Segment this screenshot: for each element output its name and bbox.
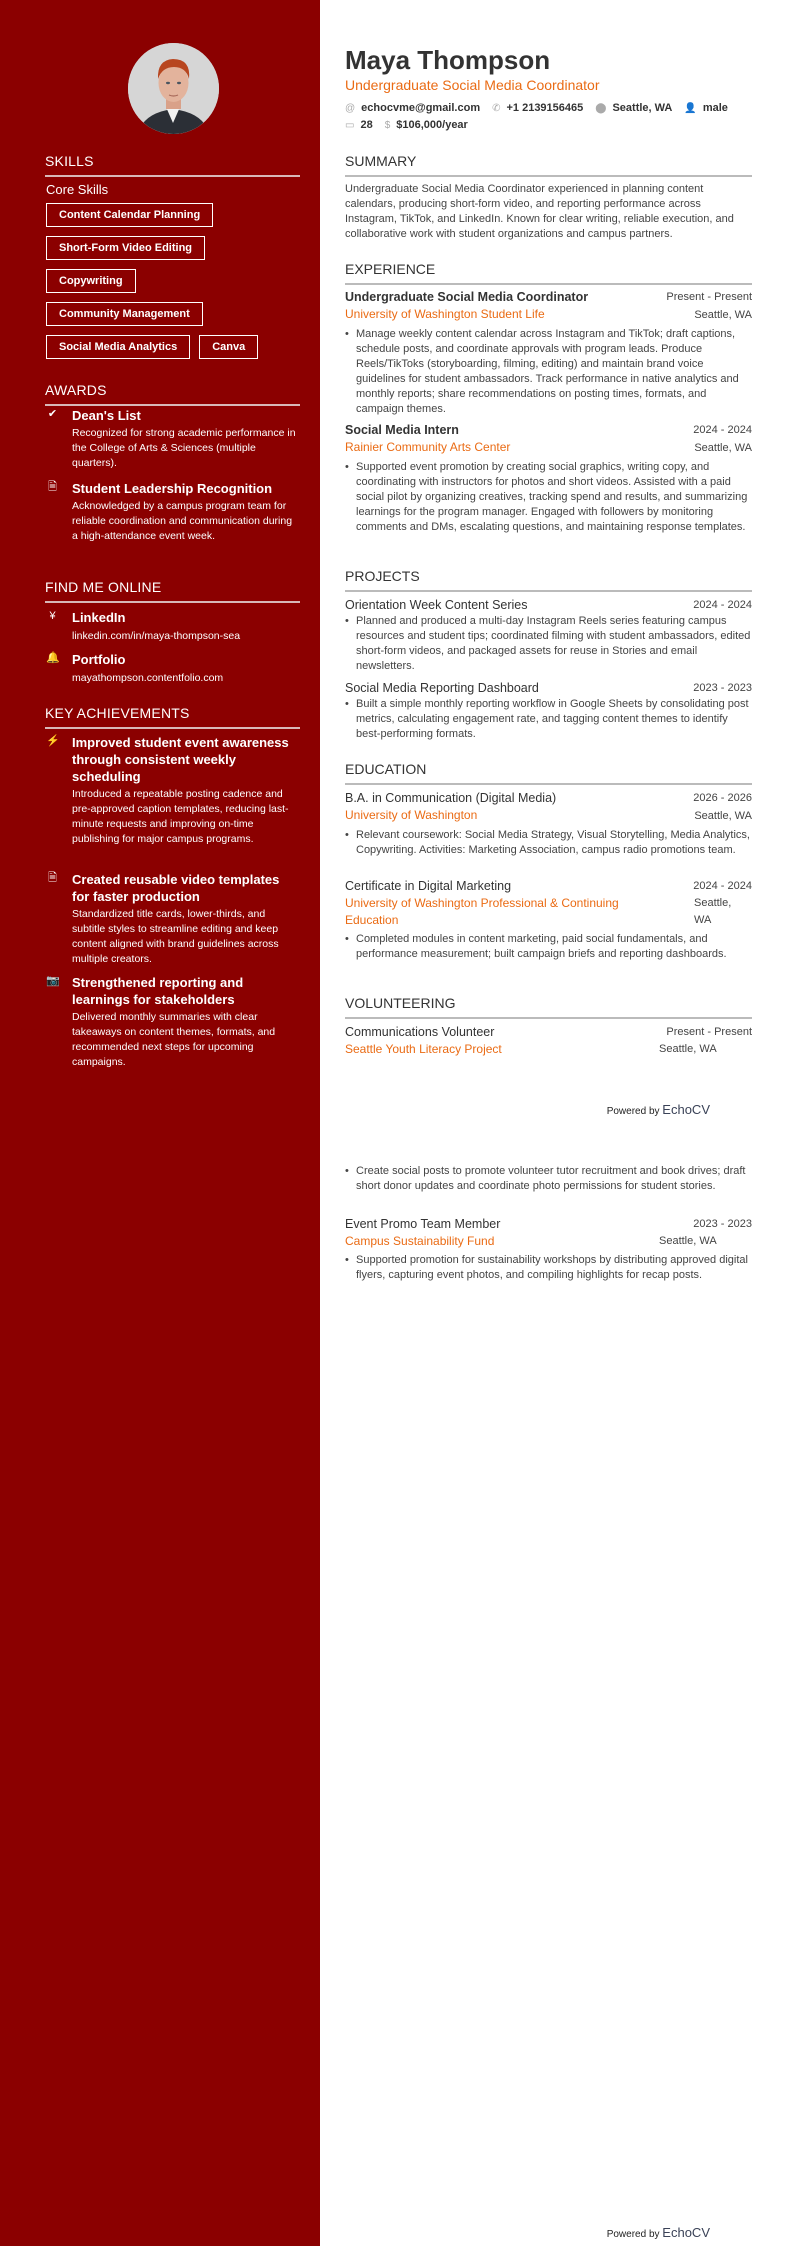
profile-photo bbox=[128, 43, 219, 134]
degree-title: B.A. in Communication (Digital Media) bbox=[345, 791, 557, 805]
award-desc: Acknowledged by a campus program team for reliable coordination and communication during a high-attendance event week. bbox=[72, 500, 293, 542]
money-icon: $ bbox=[384, 119, 391, 131]
link-label: Portfolio bbox=[72, 652, 126, 667]
degree-dates: 2024 - 2024 bbox=[693, 880, 752, 892]
project-bullet: • Planned and produced a multi-day Instagram Reels series featuring campus resources and student tips; coordinated filming with student ambassadors, edited short-form videos, and packaged assets for reuse in Stories and email newsletters. bbox=[345, 614, 752, 674]
job-org: Rainier Community Arts Center bbox=[345, 440, 511, 454]
school: University of Washington bbox=[345, 808, 478, 822]
education-item bbox=[345, 789, 752, 858]
summary-heading: SUMMARY bbox=[345, 153, 752, 177]
link-item[interactable] bbox=[45, 609, 300, 644]
powered-by-footer bbox=[607, 2225, 710, 2240]
achievement-desc: Introduced a repeatable posting cadence and pre-approved caption templates, reducing last-minute requests and improving on-time publishing for major campus programs. bbox=[72, 788, 289, 845]
yen-circle-icon: ¥ bbox=[49, 610, 56, 622]
volunteer-item bbox=[345, 1215, 752, 1283]
experience-item bbox=[345, 421, 752, 535]
award-item bbox=[45, 480, 300, 544]
bolt-icon: ⚡ bbox=[46, 735, 60, 747]
person-icon: 👤 bbox=[684, 102, 697, 114]
sidebar bbox=[0, 0, 320, 2246]
award-desc: Recognized for strong academic performance in the College of Arts & Sciences (multiple quarters). bbox=[72, 427, 296, 469]
job-bullet: • Manage weekly content calendar across Instagram and TikTok; draft captions, schedule posts, and coordinate approvals with program leads. Produce Reels/TikToks (storyboarding, filming, editing) and maintain brand voice guidelines for student ambassadors. Track performance in native analytics and monthly reports; share recommendations on posting times, formats, and campaign themes. bbox=[345, 327, 752, 417]
education-bullet: • Relevant coursework: Social Media Strategy, Visual Storytelling, Media Analytics, Copywriting. Activities: Marketing Association, campus radio promotions team. bbox=[345, 828, 752, 858]
experience-heading: EXPERIENCE bbox=[345, 261, 752, 285]
candidate-role: Undergraduate Social Media Coordinator bbox=[345, 77, 600, 93]
awards-heading: AWARDS bbox=[45, 382, 300, 406]
powered-by-label: Powered by bbox=[606, 1106, 660, 1117]
achievement-title: Strengthened reporting and learnings for stakeholders bbox=[72, 975, 244, 1007]
job-title: Social Media Intern bbox=[345, 423, 459, 437]
projects-heading: PROJECTS bbox=[345, 568, 752, 592]
achievement-item bbox=[45, 734, 300, 847]
job-bullet: • Supported event promotion by creating social graphics, writing copy, and coordinating with instructors for photos and short videos. Assisted with a paid social pilot by organizing creatives, tracking spend and results, and summarizing learnings for the program manager. Engaged with followers by monitoring comments and DMs, escalating questions, and maintaining response templates. bbox=[345, 460, 752, 535]
school: University of Washington Professional & Continuing Education bbox=[345, 896, 619, 927]
achievement-item bbox=[45, 974, 300, 1070]
volunteer-dates: 2023 - 2023 bbox=[693, 1218, 752, 1230]
job-title: Undergraduate Social Media Coordinator bbox=[345, 290, 589, 304]
candidate-name: Maya Thompson bbox=[345, 45, 551, 75]
project-title: Social Media Reporting Dashboard bbox=[345, 681, 539, 695]
project-bullet: • Built a simple monthly reporting workflow in Google Sheets by consolidating post metrics, calculating engagement rate, and tagging content themes to identify best-performing formats. bbox=[345, 697, 752, 742]
volunteer-title: Event Promo Team Member bbox=[345, 1217, 501, 1231]
brand-logo[interactable]: EchoCV bbox=[662, 2225, 710, 2240]
project-title: Orientation Week Content Series bbox=[345, 598, 528, 612]
document-icon: 🗎 bbox=[48, 872, 57, 884]
link-url[interactable]: mayathompson.contentfolio.com bbox=[72, 672, 224, 684]
volunteer-location: Seattle, WA bbox=[659, 1043, 717, 1055]
salary: $106,000/year bbox=[396, 118, 468, 131]
summary-text: Undergraduate Social Media Coordinator experienced in planning content calendars, producing short-form video, and reporting performance across Instagram, TikTok, and LinkedIn. Known for clear writing, reliable execution, and collaborative work with student organizations and campus partners. bbox=[345, 183, 734, 240]
age: 28 bbox=[360, 118, 373, 131]
skill-tag: Community Management bbox=[46, 302, 203, 326]
achievements-heading: KEY ACHIEVEMENTS bbox=[45, 705, 300, 729]
volunteer-title: Communications Volunteer bbox=[345, 1025, 495, 1039]
camera-icon: 📷 bbox=[46, 975, 60, 987]
degree-title: Certificate in Digital Marketing bbox=[345, 879, 512, 893]
degree-dates: 2026 - 2026 bbox=[693, 792, 752, 804]
link-url[interactable]: linkedin.com/in/maya-thompson-sea bbox=[72, 630, 241, 642]
achievement-desc: Delivered monthly summaries with clear takeaways on content themes, formats, and recommended next steps for upcoming campaigns. bbox=[72, 1011, 276, 1068]
bell-icon: 🔔 bbox=[46, 652, 60, 664]
contact-info bbox=[345, 99, 752, 133]
link-label: LinkedIn bbox=[72, 610, 126, 625]
school-location: Seattle, WA bbox=[694, 897, 732, 926]
skills-heading: SKILLS bbox=[45, 153, 300, 177]
project-item bbox=[345, 596, 752, 674]
skill-tag: Short-Form Video Editing bbox=[46, 236, 205, 260]
powered-by-label: Powered by bbox=[606, 2229, 660, 2240]
core-skills-label: Core Skills bbox=[46, 182, 109, 197]
award-title: Dean's List bbox=[72, 408, 141, 423]
skill-tag: Content Calendar Planning bbox=[46, 203, 213, 227]
achievement-title: Created reusable video templates for faster production bbox=[72, 872, 280, 904]
job-location: Seattle, WA bbox=[694, 442, 752, 454]
award-item bbox=[45, 407, 300, 471]
project-dates: 2024 - 2024 bbox=[693, 599, 752, 611]
skills-list bbox=[46, 203, 301, 359]
phone-icon: ✆ bbox=[492, 102, 501, 114]
volunteer-org: Seattle Youth Literacy Project bbox=[345, 1042, 502, 1056]
phone[interactable]: +1 2139156465 bbox=[506, 101, 584, 114]
powered-by-footer bbox=[607, 1102, 710, 1117]
education-item bbox=[345, 877, 752, 962]
skill-tag: Social Media Analytics bbox=[46, 335, 190, 359]
school-location: Seattle, WA bbox=[694, 810, 752, 822]
volunteer-dates: Present - Present bbox=[666, 1026, 752, 1038]
volunteering-heading: VOLUNTEERING bbox=[345, 995, 752, 1019]
link-item[interactable] bbox=[45, 651, 300, 686]
job-location: Seattle, WA bbox=[694, 309, 752, 321]
online-heading: FIND ME ONLINE bbox=[45, 579, 300, 603]
document-check-icon: 🗎 bbox=[48, 481, 57, 493]
project-item bbox=[345, 679, 752, 742]
skill-tag: Copywriting bbox=[46, 269, 136, 293]
location: Seattle, WA bbox=[612, 101, 673, 114]
experience-item bbox=[345, 288, 752, 417]
volunteer-item-continued bbox=[345, 1164, 752, 1194]
volunteer-item bbox=[345, 1023, 752, 1058]
check-circle-icon: ✔ bbox=[47, 408, 58, 420]
calendar-icon: ▭ bbox=[345, 119, 355, 131]
achievement-item bbox=[45, 871, 300, 967]
achievement-desc: Standardized title cards, lower-thirds, and subtitle styles to streamline editing and keep content aligned with brand guidelines across multiple creators. bbox=[72, 908, 279, 965]
award-title: Student Leadership Recognition bbox=[72, 481, 273, 496]
job-org: University of Washington Student Life bbox=[345, 307, 545, 321]
volunteer-bullet: • Create social posts to promote volunteer tutor recruitment and book drives; draft short donor updates and coordinate photo permissions for student stories. bbox=[345, 1164, 752, 1194]
project-dates: 2023 - 2023 bbox=[693, 682, 752, 694]
email[interactable]: echocvme@gmail.com bbox=[361, 101, 481, 114]
job-dates: Present - Present bbox=[666, 291, 752, 303]
achievement-title: Improved student event awareness through consistent weekly scheduling bbox=[72, 735, 289, 784]
job-dates: 2024 - 2024 bbox=[693, 424, 752, 436]
brand-logo[interactable]: EchoCV bbox=[662, 1102, 710, 1117]
volunteer-location: Seattle, WA bbox=[659, 1235, 717, 1247]
location-icon: ⬤ bbox=[595, 102, 607, 114]
gender: male bbox=[702, 101, 728, 114]
volunteer-bullet: • Supported promotion for sustainability workshops by distributing approved digital flyers, capturing event photos, and compiling highlights for recap posts. bbox=[345, 1253, 752, 1283]
education-bullet: • Completed modules in content marketing, paid social fundamentals, and performance measurement; built campaign briefs and reporting dashboards. bbox=[345, 932, 752, 962]
education-heading: EDUCATION bbox=[345, 761, 752, 785]
volunteer-org: Campus Sustainability Fund bbox=[345, 1234, 495, 1248]
skill-tag: Canva bbox=[199, 335, 258, 359]
at-icon: @ bbox=[345, 102, 356, 114]
